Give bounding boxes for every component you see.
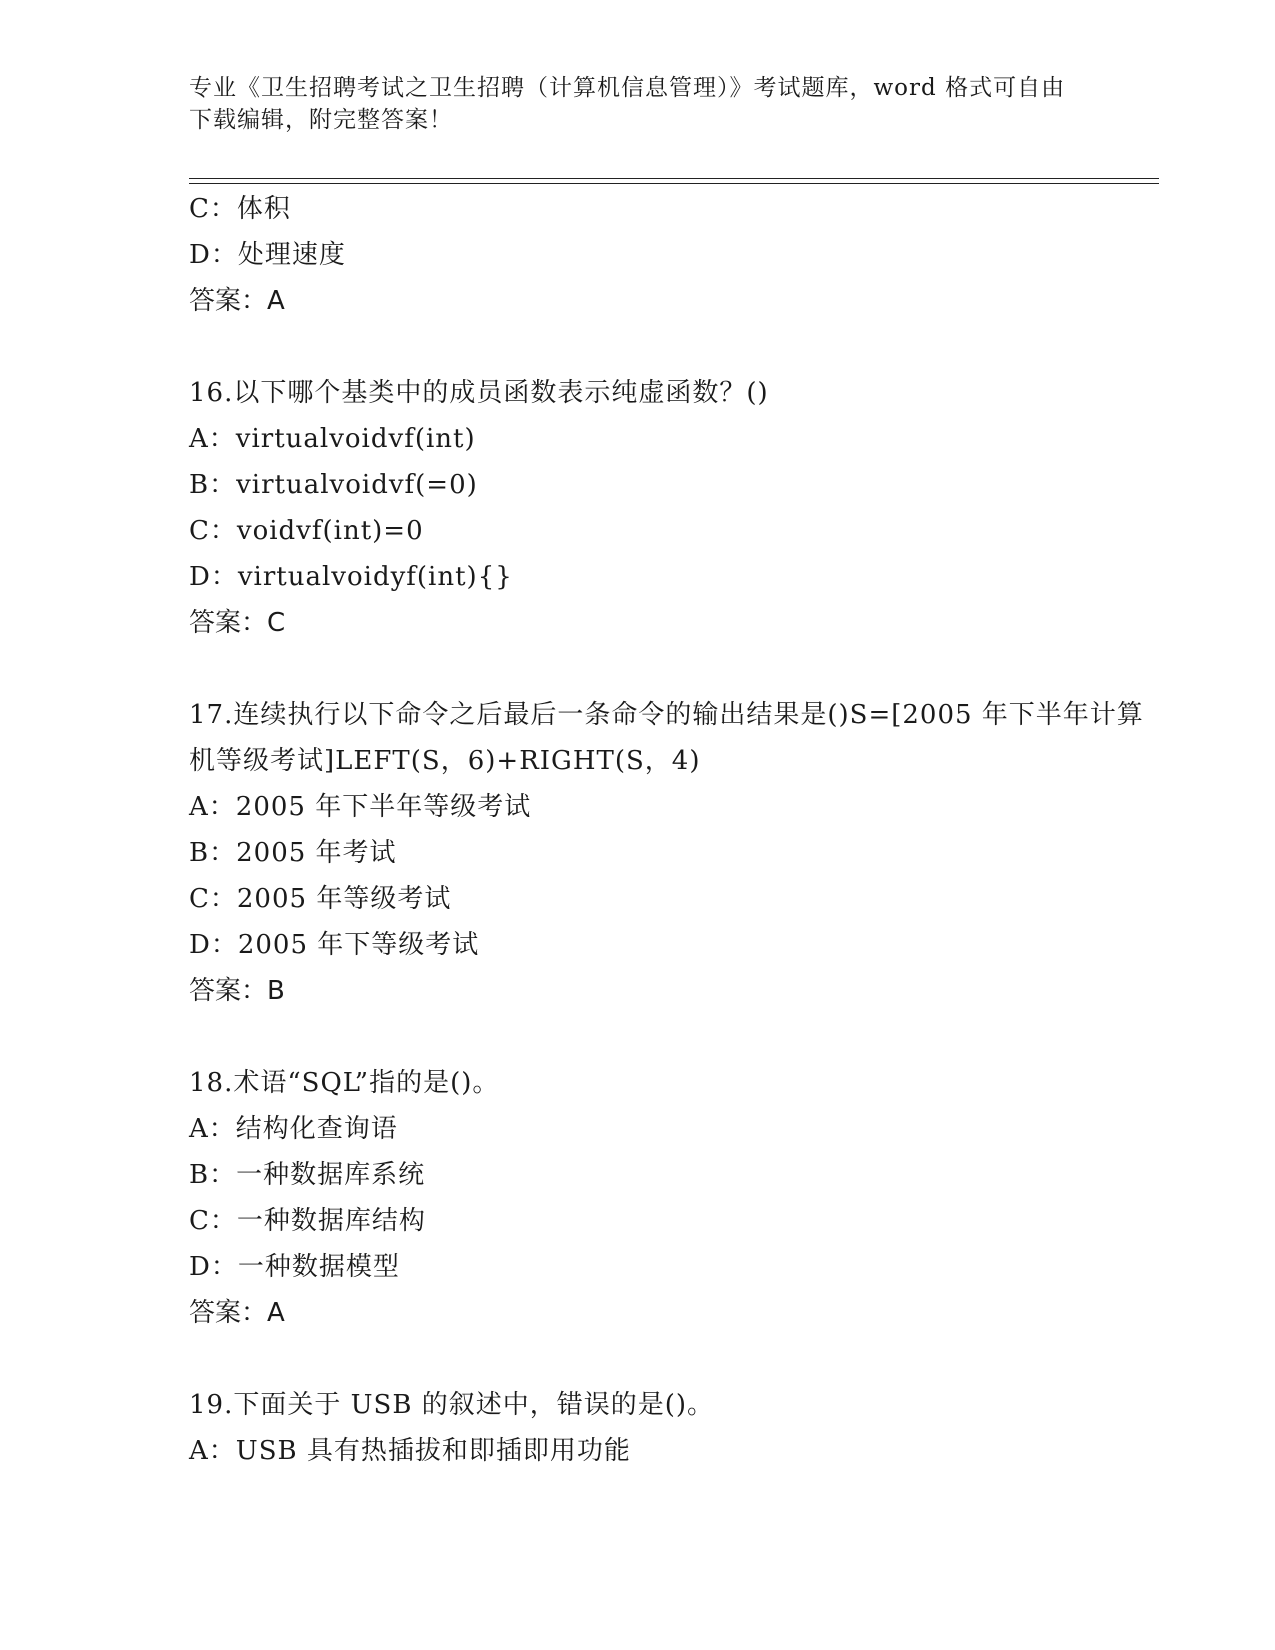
answer-line: 答案：A	[189, 1298, 285, 1328]
option-c: C：2005 年等级考试	[189, 884, 452, 914]
question-stem: 19.下面关于 USB 的叙述中，错误的是()。	[189, 1390, 714, 1420]
header-divider-top	[189, 178, 1159, 179]
option-a: A：USB 具有热插拔和即插即用功能	[189, 1436, 631, 1466]
question-block-15	[189, 186, 1149, 324]
option-c: C：voidvf(int)=0	[189, 516, 424, 546]
option-d: D：处理速度	[189, 240, 346, 270]
option-b: B：2005 年考试	[189, 838, 397, 868]
question-block-16	[189, 370, 1149, 646]
question-stem: 16.以下哪个基类中的成员函数表示纯虚函数？()	[189, 378, 769, 408]
option-a: A：virtualvoidvf(int)	[189, 424, 476, 454]
option-b: B：virtualvoidvf(=0)	[189, 470, 478, 500]
option-a: A：结构化查询语	[189, 1114, 398, 1144]
question-stem: 17.连续执行以下命令之后最后一条命令的输出结果是()S=[2005 年下半年计算机等级考试]LEFT(S，6)+RIGHT(S，4)	[189, 700, 1144, 776]
question-block-18	[189, 1060, 1149, 1336]
option-c: C：体积	[189, 194, 291, 224]
spacer	[189, 646, 1149, 692]
question-block-19	[189, 1382, 1149, 1474]
answer-line: 答案：B	[189, 976, 285, 1006]
option-d: D：virtualvoidyf(int){}	[189, 562, 513, 592]
answer-line: 答案：C	[189, 608, 286, 638]
question-block-17	[189, 692, 1149, 1014]
answer-line: 答案：A	[189, 286, 285, 316]
spacer	[189, 1336, 1149, 1382]
document-intro: 专业《卫生招聘考试之卫生招聘（计算机信息管理）》考试题库，word 格式可自由下载编辑，附完整答案！	[189, 75, 1066, 133]
spacer	[189, 1014, 1149, 1060]
option-d: D：2005 年下等级考试	[189, 930, 480, 960]
question-list	[189, 186, 1149, 1474]
option-d: D：一种数据模型	[189, 1252, 400, 1282]
option-b: B：一种数据库系统	[189, 1160, 426, 1190]
option-c: C：一种数据库结构	[189, 1206, 426, 1236]
option-a: A：2005 年下半年等级考试	[189, 792, 532, 822]
question-stem: 18.术语“SQL”指的是()。	[189, 1068, 500, 1098]
header-divider-bottom	[189, 183, 1159, 184]
spacer	[189, 324, 1149, 370]
